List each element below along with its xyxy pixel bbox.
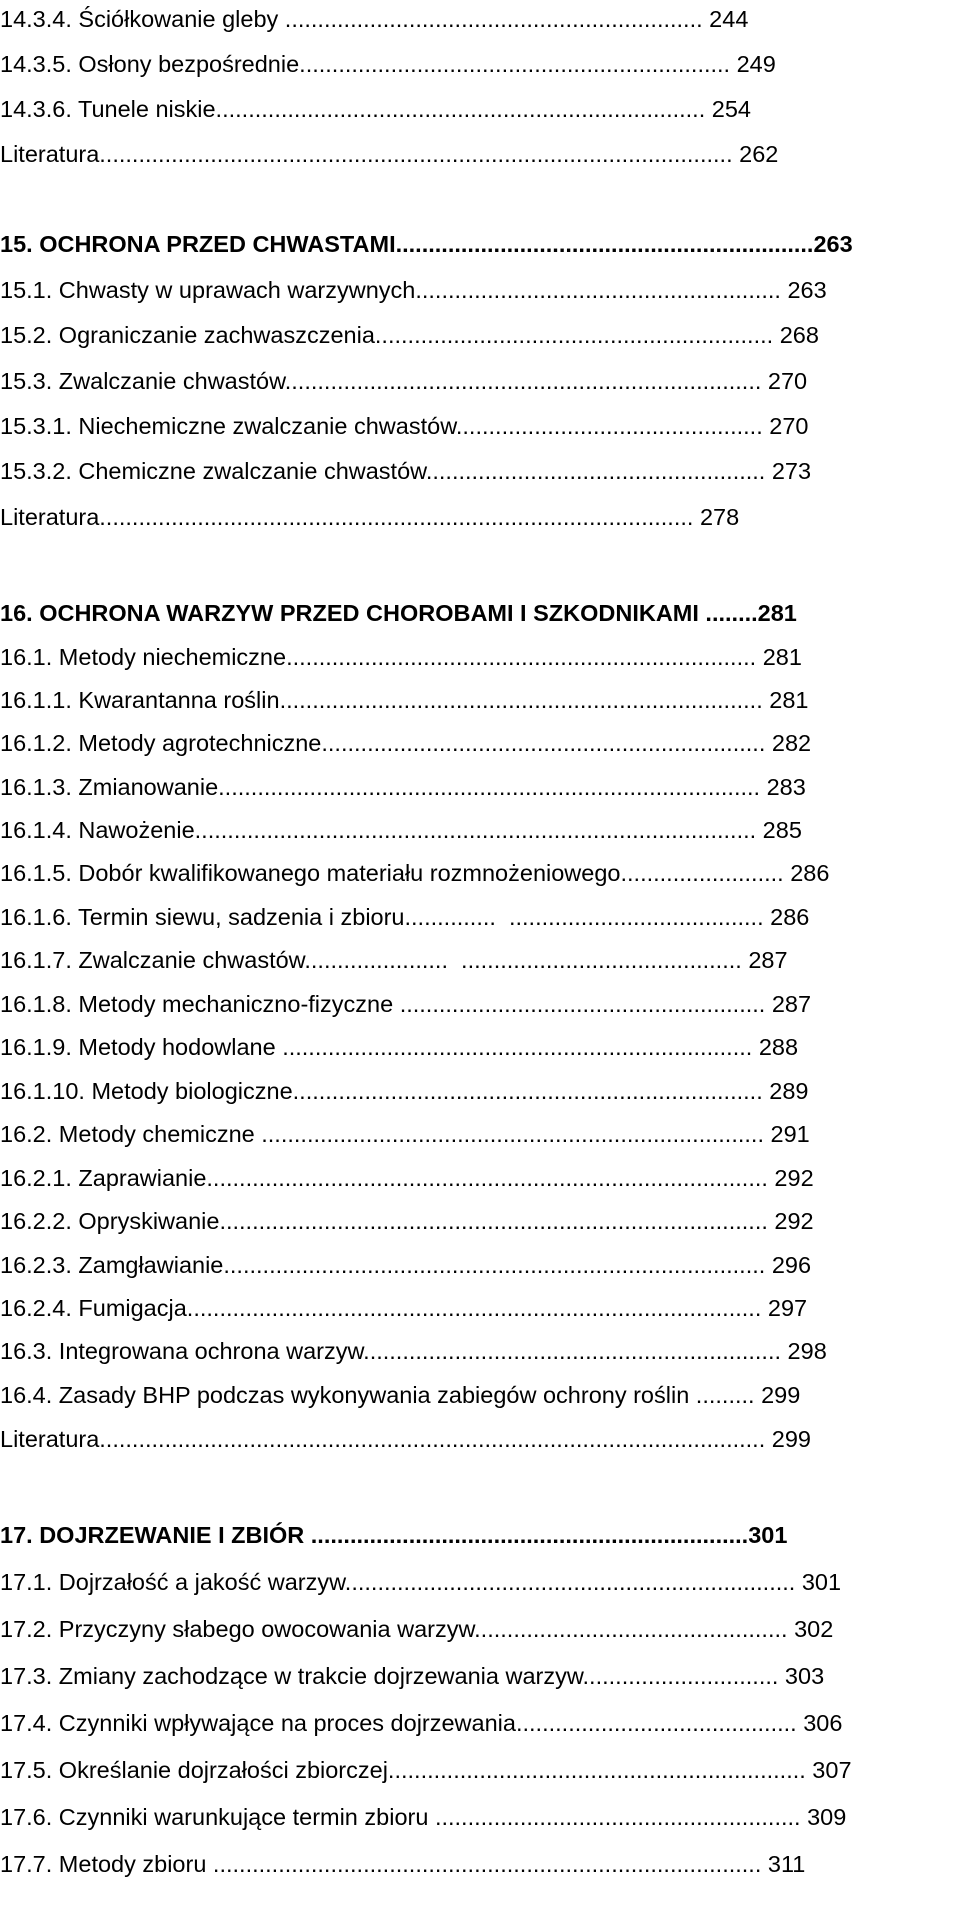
toc-entry: 16.1.4. Nawożenie...................................................................................... 285: [0, 817, 802, 843]
toc-entry: 16.1.3. Zmianowanie................................................................................... 283: [0, 774, 806, 800]
chapter-heading: 15. OCHRONA PRZED CHWASTAMI................................................................263: [0, 231, 853, 257]
toc-entry: 16.1.10. Metody biologiczne........................................................................ 289: [0, 1078, 809, 1104]
toc-entry: 16.1.7. Zwalczanie chwastów...................... ........................................... 287: [0, 947, 788, 973]
toc-entry: 16.2. Metody chemiczne ............................................................................. 291: [0, 1121, 810, 1147]
toc-entry: 15.1. Chwasty w uprawach warzywnych........................................................ 263: [0, 277, 827, 303]
toc-entry: Literatura................................................................................................. 262: [0, 141, 779, 167]
toc-entry: 16.1.5. Dobór kwalifikowanego materiału rozmnożeniowego......................... 286: [0, 860, 830, 886]
toc-entry: 16.1.9. Metody hodowlane ........................................................................ 288: [0, 1034, 799, 1060]
toc-entry: 15.3.1. Niechemiczne zwalczanie chwastów............................................... 270: [0, 413, 809, 439]
toc-entry: 17.5. Określanie dojrzałości zbiorczej................................................................ 307: [0, 1757, 852, 1783]
toc-entry: 17.4. Czynniki wpływające na proces dojrzewania........................................... 306: [0, 1710, 843, 1736]
toc-entry: 16.1.6. Termin siewu, sadzenia i zbioru.............. ....................................... 286: [0, 904, 810, 930]
toc-entry: 16.2.4. Fumigacja........................................................................................ 297: [0, 1295, 808, 1321]
toc-entry: Literatura........................................................................................... 278: [0, 504, 740, 530]
toc-entry: 17.1. Dojrzałość a jakość warzyw..................................................................... 301: [0, 1569, 842, 1595]
toc-entry: 17.3. Zmiany zachodzące w trakcie dojrzewania warzyw.............................. 303: [0, 1663, 825, 1689]
chapter-heading: 17. DOJRZEWANIE I ZBIÓR ...................................................................301: [0, 1522, 788, 1548]
toc-entry: 16.1.2. Metody agrotechniczne.................................................................... 282: [0, 730, 812, 756]
toc-entry: 16.1.1. Kwarantanna roślin.......................................................................... 281: [0, 687, 809, 713]
toc-entry: 15.3. Zwalczanie chwastów......................................................................... 270: [0, 368, 808, 394]
toc-entry: 14.3.4. Ściółkowanie gleby ................................................................ 244: [0, 6, 749, 32]
toc-entry: 15.2. Ograniczanie zachwaszczenia............................................................. 268: [0, 322, 819, 348]
toc-entry: 16.1. Metody niechemiczne........................................................................ 281: [0, 644, 802, 670]
toc-entry: 17.7. Metody zbioru .................................................................................... 311: [0, 1851, 806, 1877]
toc-entry: 14.3.6. Tunele niskie........................................................................... 254: [0, 96, 751, 122]
toc-entry: 16.2.1. Zaprawianie...................................................................................... 292: [0, 1165, 814, 1191]
toc-entry: 16.1.8. Metody mechaniczno-fizyczne ........................................................ 287: [0, 991, 812, 1017]
toc-entry: 16.3. Integrowana ochrona warzyw................................................................ 298: [0, 1338, 827, 1364]
toc-entry: 17.2. Przyczyny słabego owocowania warzyw................................................ 302: [0, 1616, 834, 1642]
toc-entry: 14.3.5. Osłony bezpośrednie.................................................................. 249: [0, 51, 776, 77]
chapter-heading: 16. OCHRONA WARZYW PRZED CHOROBAMI I SZKODNIKAMI ........281: [0, 600, 797, 626]
toc-entry: 17.6. Czynniki warunkujące termin zbioru ........................................................ 309: [0, 1804, 847, 1830]
toc-entry: Literatura...................................................................................................... 299: [0, 1426, 811, 1452]
toc-entry: 16.4. Zasady BHP podczas wykonywania zabiegów ochrony roślin ......... 299: [0, 1382, 801, 1408]
toc-entry: 15.3.2. Chemiczne zwalczanie chwastów.................................................... 273: [0, 458, 812, 484]
toc-entry: 16.2.2. Opryskiwanie.................................................................................... 292: [0, 1208, 814, 1234]
toc-entry: 16.2.3. Zamgławianie................................................................................... 296: [0, 1252, 812, 1278]
